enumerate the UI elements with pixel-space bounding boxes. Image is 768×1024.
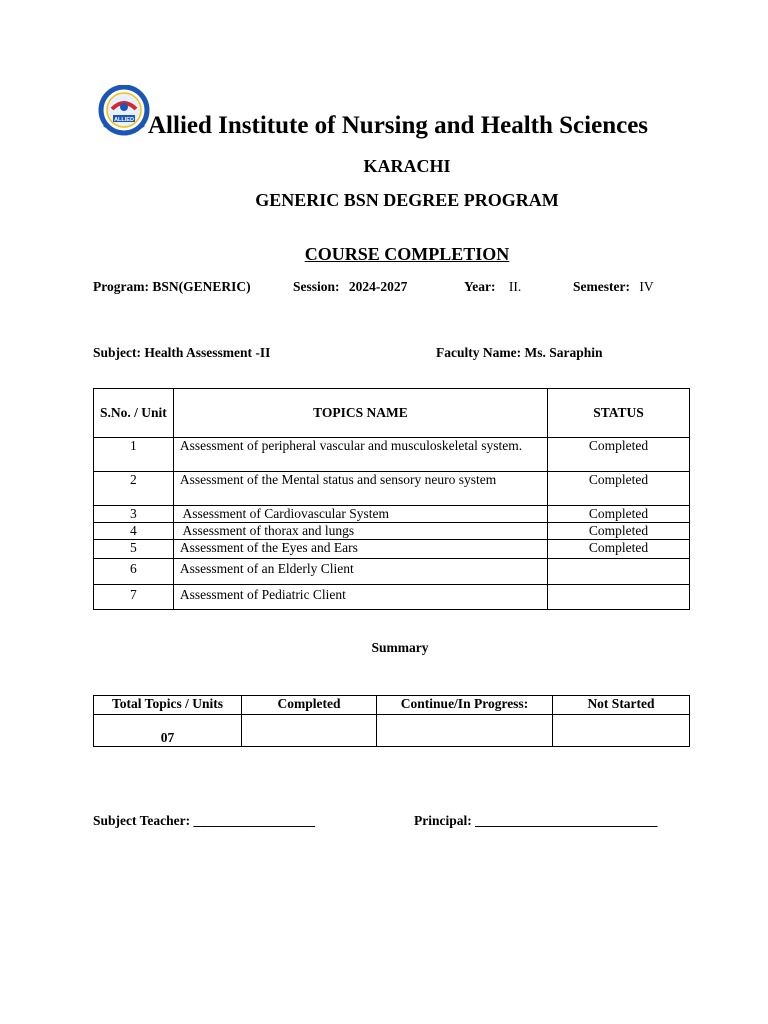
principal-signature-line: Principal: ___________________________ <box>414 813 658 828</box>
row-topic: Assessment of thorax and lungs <box>173 523 547 540</box>
row-topic: Assessment of an Elderly Client <box>173 559 547 585</box>
header-sno: S.No. / Unit <box>94 389 174 438</box>
summary-values-row <box>94 715 690 747</box>
program-value: BSN(GENERIC) <box>152 279 251 294</box>
row-topic: Assessment of Cardiovascular System <box>173 506 547 523</box>
subject-teacher-signature-line: Subject Teacher: __________________ <box>93 813 315 828</box>
row-sno: 1 <box>94 438 174 472</box>
topics-header-row <box>94 389 690 438</box>
table-row <box>94 438 690 472</box>
semester-value: IV <box>639 279 654 294</box>
summary-header-row <box>94 696 690 715</box>
summary-header-total: Total Topics / Units <box>94 696 242 715</box>
row-status: Completed <box>547 523 689 540</box>
row-topic: Assessment of peripheral vascular and musculoskeletal system. <box>173 438 547 472</box>
summary-table <box>93 695 690 747</box>
row-sno: 7 <box>94 585 174 610</box>
summary-total-value: 07 <box>94 715 242 747</box>
city-heading: KARACHI <box>363 156 451 176</box>
row-sno: 2 <box>94 472 174 506</box>
session-label: Session: <box>293 279 340 294</box>
row-topic: Assessment of the Eyes and Ears <box>173 540 547 559</box>
semester-field <box>573 279 654 295</box>
table-row <box>94 506 690 523</box>
faculty-label: Faculty Name: Ms. Saraphin <box>436 345 603 360</box>
program-heading: GENERIC BSN DEGREE PROGRAM <box>255 190 559 210</box>
session-value: 2024-2027 <box>348 279 408 294</box>
year-label: Year: <box>464 279 496 294</box>
row-status: Completed <box>547 506 689 523</box>
row-sno: 6 <box>94 559 174 585</box>
summary-heading: Summary <box>371 640 429 655</box>
table-row <box>94 472 690 506</box>
row-topic: Assessment of the Mental status and sensory neuro system <box>173 472 547 506</box>
topics-table <box>93 388 690 610</box>
summary-header-in-progress: Continue/In Progress: <box>377 696 553 715</box>
row-sno: 3 <box>94 506 174 523</box>
table-row <box>94 540 690 559</box>
table-row <box>94 559 690 585</box>
row-sno: 5 <box>94 540 174 559</box>
semester-label: Semester: <box>573 279 630 294</box>
row-status <box>547 585 689 610</box>
summary-not-started-value <box>553 715 690 747</box>
summary-header-completed: Completed <box>242 696 377 715</box>
table-row <box>94 523 690 540</box>
summary-in-progress-value <box>377 715 553 747</box>
header-status: STATUS <box>547 389 689 438</box>
row-status <box>547 559 689 585</box>
institute-logo <box>96 85 152 137</box>
row-status: Completed <box>547 438 689 472</box>
program-field <box>93 279 251 295</box>
table-row <box>94 585 690 610</box>
row-status: Completed <box>547 472 689 506</box>
summary-header-not-started: Not Started <box>553 696 690 715</box>
institute-title: Allied Institute of Nursing and Health Sciences <box>148 112 649 139</box>
year-field <box>464 279 521 295</box>
logo-text: ALLIED <box>114 117 134 123</box>
year-value: II. <box>508 279 522 294</box>
row-topic: Assessment of Pediatric Client <box>173 585 547 610</box>
row-sno: 4 <box>94 523 174 540</box>
subject-label: Subject: Health Assessment -II <box>93 345 271 360</box>
program-label: Program: <box>93 279 149 294</box>
summary-completed-value <box>242 715 377 747</box>
document-heading: COURSE COMPLETION <box>304 244 510 264</box>
header-topics: TOPICS NAME <box>173 389 547 438</box>
row-status: Completed <box>547 540 689 559</box>
session-field <box>293 279 407 295</box>
